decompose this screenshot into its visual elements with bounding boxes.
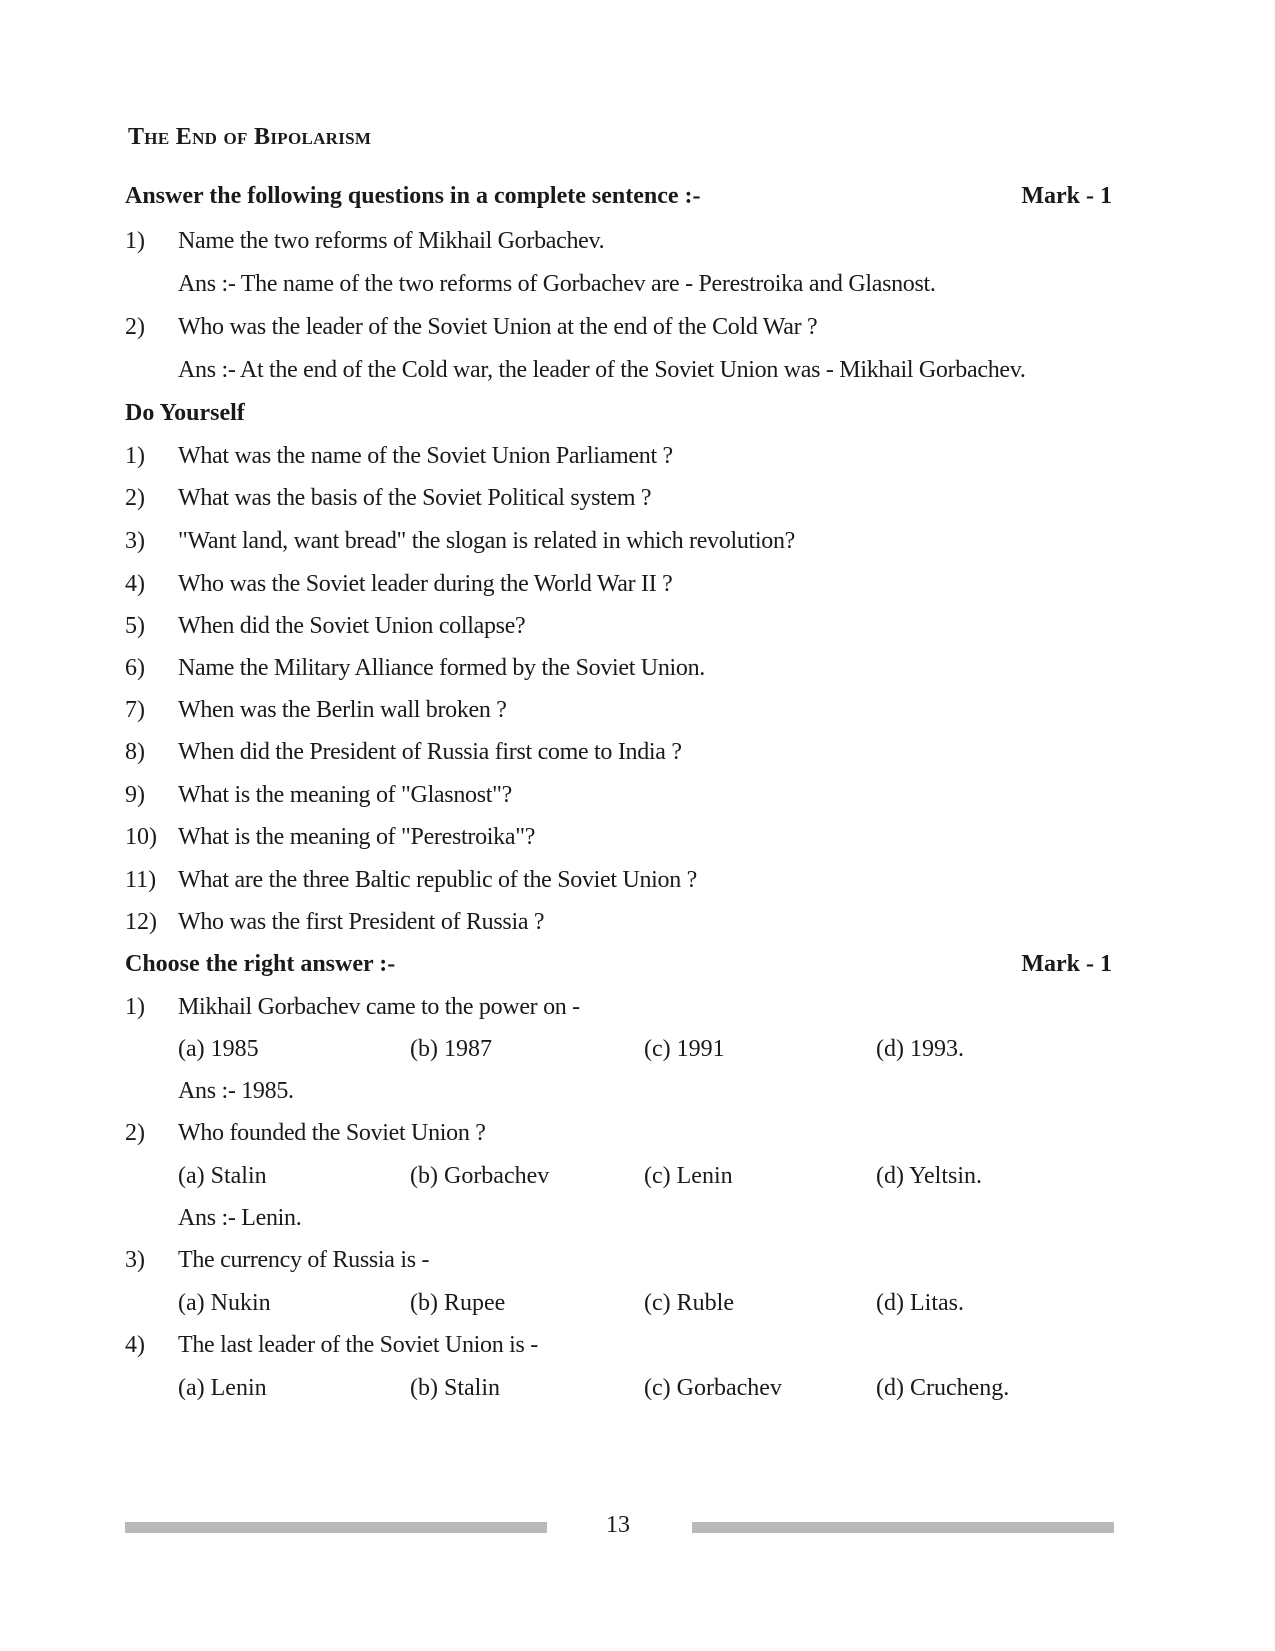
- question-number: 3): [125, 1247, 145, 1273]
- question-text: When did the Soviet Union collapse?: [178, 613, 526, 639]
- answer-text: Ans :- Lenin.: [178, 1205, 302, 1231]
- answer-text: Ans :- The name of the two reforms of Gorbachev are - Perestroika and Glasnost.: [178, 271, 936, 297]
- question-text: Who was the Soviet leader during the World War II ?: [178, 571, 673, 597]
- option-b: (b) Gorbachev: [410, 1163, 550, 1189]
- option-a: (a) Lenin: [178, 1375, 267, 1401]
- question-number: 1): [125, 443, 145, 469]
- question-text: Who founded the Soviet Union ?: [178, 1120, 486, 1146]
- option-d: (d) Yeltsin.: [876, 1163, 983, 1189]
- mark-label: Mark - 1: [1021, 183, 1112, 209]
- question-number: 6): [125, 655, 145, 681]
- option-a: (a) 1985: [178, 1036, 259, 1062]
- option-b: (b) 1987: [410, 1036, 492, 1062]
- option-d: (d) Crucheng.: [876, 1375, 1010, 1401]
- question-text: What was the basis of the Soviet Political system ?: [178, 485, 652, 511]
- page-number: 13: [606, 1512, 630, 1538]
- question-text: The currency of Russia is -: [178, 1247, 430, 1273]
- question-text: What is the meaning of "Glasnost"?: [178, 782, 512, 808]
- question-number: 2): [125, 314, 145, 340]
- option-a: (a) Nukin: [178, 1290, 271, 1316]
- answer-text: Ans :- 1985.: [178, 1078, 294, 1104]
- question-number: 2): [125, 485, 145, 511]
- question-number: 4): [125, 571, 145, 597]
- question-number: 10): [125, 824, 157, 850]
- question-number: 8): [125, 739, 145, 765]
- option-d: (d) Litas.: [876, 1290, 964, 1316]
- question-number: 1): [125, 228, 145, 254]
- question-text: Who was the first President of Russia ?: [178, 909, 545, 935]
- question-number: 3): [125, 528, 145, 554]
- question-text: Mikhail Gorbachev came to the power on -: [178, 994, 580, 1020]
- answer-text: Ans :- At the end of the Cold war, the leader of the Soviet Union was - Mikhail Gorbachev.: [178, 357, 1026, 383]
- footer-rule-left: [125, 1522, 547, 1533]
- option-c: (c) 1991: [644, 1036, 725, 1062]
- question-text: Name the Military Alliance formed by the Soviet Union.: [178, 655, 706, 681]
- question-text: When did the President of Russia first come to India ?: [178, 739, 682, 765]
- section-heading: Do Yourself: [125, 400, 245, 426]
- option-b: (b) Rupee: [410, 1290, 506, 1316]
- question-number: 11): [125, 867, 157, 893]
- question-number: 7): [125, 697, 145, 723]
- question-text: "Want land, want bread" the slogan is related in which revolution?: [178, 528, 796, 554]
- question-text: The last leader of the Soviet Union is -: [178, 1332, 538, 1358]
- section-heading: Choose the right answer :-: [125, 951, 396, 977]
- question-number: 4): [125, 1332, 145, 1358]
- option-a: (a) Stalin: [178, 1163, 267, 1189]
- option-b: (b) Stalin: [410, 1375, 500, 1401]
- question-text: When was the Berlin wall broken ?: [178, 697, 507, 723]
- option-c: (c) Gorbachev: [644, 1375, 782, 1401]
- question-number: 2): [125, 1120, 145, 1146]
- chapter-title: The End of Bipolarism: [128, 124, 372, 150]
- question-text: What are the three Baltic republic of the Soviet Union ?: [178, 867, 698, 893]
- option-d: (d) 1993.: [876, 1036, 964, 1062]
- option-c: (c) Ruble: [644, 1290, 734, 1316]
- footer-rule-right: [692, 1522, 1114, 1533]
- question-text: What was the name of the Soviet Union Parliament ?: [178, 443, 673, 469]
- question-number: 12): [125, 909, 157, 935]
- section-heading: Answer the following questions in a complete sentence :-: [125, 183, 701, 209]
- question-number: 5): [125, 613, 145, 639]
- question-number: 1): [125, 994, 145, 1020]
- question-text: Name the two reforms of Mikhail Gorbachev.: [178, 228, 605, 254]
- question-text: What is the meaning of "Perestroika"?: [178, 824, 536, 850]
- option-c: (c) Lenin: [644, 1163, 733, 1189]
- mark-label: Mark - 1: [1021, 951, 1112, 977]
- question-number: 9): [125, 782, 145, 808]
- question-text: Who was the leader of the Soviet Union at the end of the Cold War ?: [178, 314, 818, 340]
